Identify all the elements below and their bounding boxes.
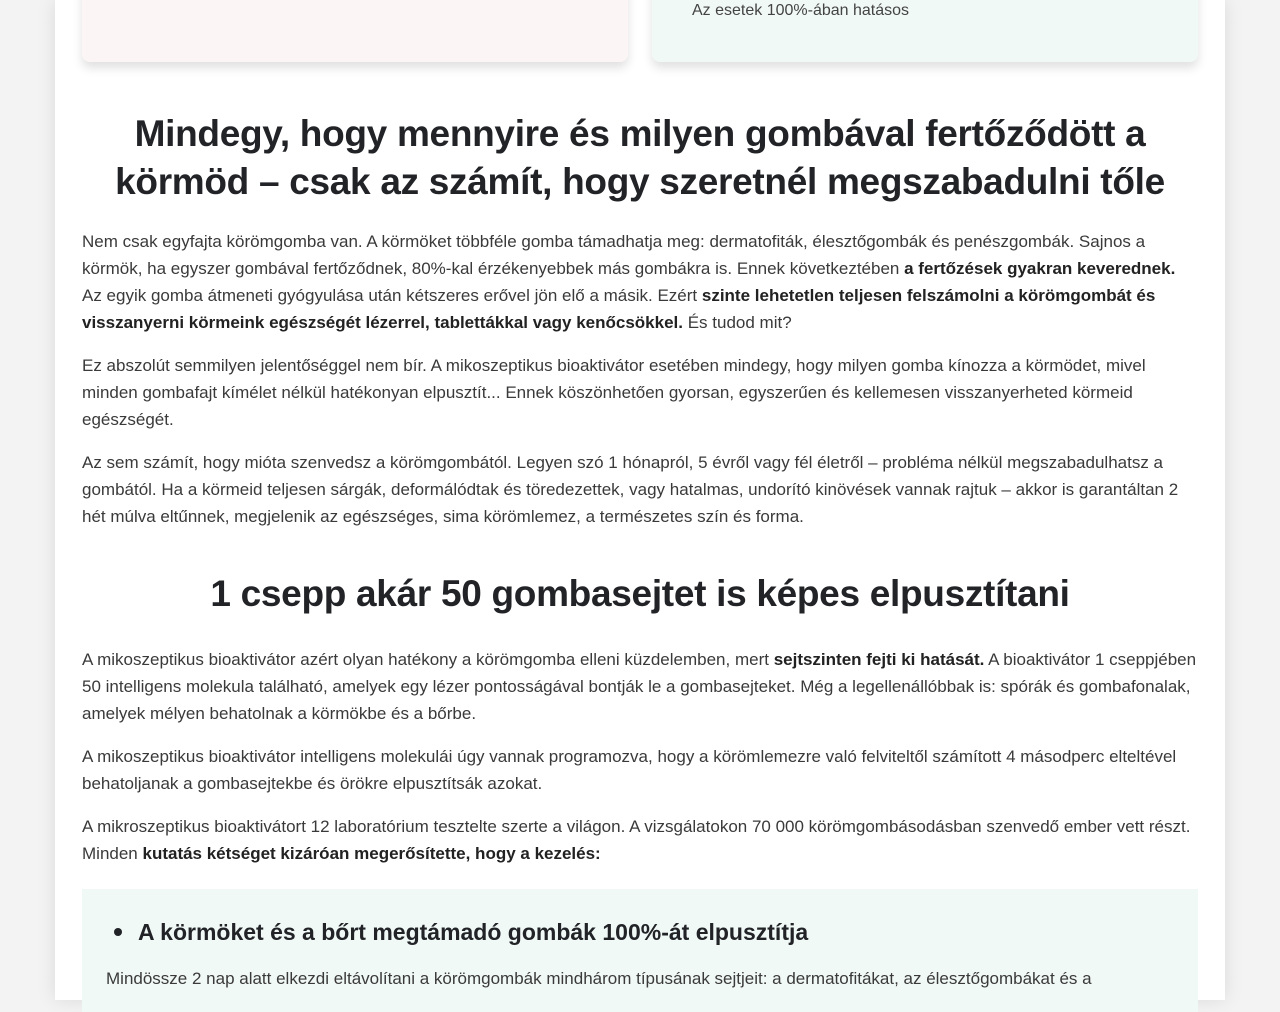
bold-text: szinte lehetetlen teljesen felszámolni a körömgombát és visszanyerni körmeink egészségét lézerrel, tablettákkal vagy kenőcsökkel. [82,286,1156,332]
text-run: Ez abszolút semmilyen jelentőséggel nem bír. A mikoszeptikus bioaktivátor esetében mindegy, hogy milyen gomba kínozza a körmödet, mivel minden gombafajt kímélet nélkül hatékonyan elpusztít... Ennek köszönhetően gyorsan, egyszerűen és kellemesen visszanyerheted körmeid egészségét. [82,356,1146,429]
text-run: A mikoszeptikus bioaktivátor intelligens molekulái úgy vannak programozva, hogy a körömlemezre való felviteltől számított 4 másodperc elteltével behatoljanak a gombasejtekbe és örökre elpusztítsák azokat. [82,747,1177,793]
bold-text: a fertőzések gyakran keverednek. [904,259,1176,278]
text-run: A mikroszeptikus bioaktivátort 12 laboratórium tesztelte szerte a világon. A vizsgálatokon 70 000 körömgombásodásban szenvedő ember vett részt. Minden [82,817,1191,863]
article-content [82,110,1198,1012]
paragraph [82,813,1198,867]
text-run: Nem csak egyfajta körömgomba van. A körmöket többféle gomba támadhatja meg: dermatofiták, élesztőgombák és penészgombák. Sajnos a körmök, ha egyszer gombával fertőződnek, 80%-kal érzékenyebbek más gombákra is. Ennek következtében [82,232,1146,278]
section1-body [82,228,1198,530]
section2-body [82,646,1198,867]
feature-card-left [82,0,628,62]
section-heading: Mindegy, hogy mennyire és milyen gombával fertőződött a körmöd – csak az számít, hogy szeretnél megszabadulni tőle [115,113,1165,202]
text-run: Az sem számít, hogy mióta szenvedsz a körömgombától. Legyen szó 1 hónapról, 5 évről vagy fél életről – probléma nélkül megszabadulhatsz a gombától. Ha a körmeid teljesen sárgák, deformálódtak és töredezettek, vagy hatalmas, undorító kinövések vannak rajtuk – akkor is garantáltan 2 hét múlva eltűnnek, megjelenik az egészséges, sima körömlemez, a természetes szín és forma. [82,453,1179,526]
text-run: A mikoszeptikus bioaktivátor azért olyan hatékony a körömgomba elleni küzdelemben, mert [82,650,774,669]
text-run: A bioaktivátor 1 cseppjében 50 intelligens molekula található, amelyek egy lézer pontosságával bontják le a gombasejteket. Még a legellenállóbbak is: spórák és gombafonalak, amelyek mélyen behatolnak a körmökbe és a bőrbe. [82,650,1197,723]
benefit-text: Mindössze 2 nap alatt elkezdi eltávolítani a körömgombák mindhárom típusának sejtjeit: a dermatofitákat, az élesztőgombákat és a [106,969,1092,988]
benefit-title [106,917,1174,947]
paragraph [82,743,1198,797]
feature-card-caption: Az esetek 100%-ában hatásos [692,2,910,19]
feature-cards [82,0,1198,62]
benefit-title-text: A körmöket és a bőrt megtámadó gombák 100%-át elpusztítja [138,919,809,945]
section-heading: 1 csepp akár 50 gombasejtet is képes elpusztítani [210,573,1070,614]
feature-card-right [652,0,1198,62]
bold-text: kutatás kétséget kizáróan megerősítette, hogy a kezelés: [142,844,601,863]
benefit-box [82,889,1198,1012]
text-run: És tudod mit? [682,313,792,332]
article-page [55,0,1225,1000]
bold-text: sejtszinten fejti ki hatását. [773,650,985,669]
text-run: Az egyik gomba átmeneti gyógyulása után kétszeres erővel jön elő a másik. Ezért [82,286,702,305]
bullet-icon [114,928,122,936]
paragraph [82,646,1198,727]
paragraph [82,228,1198,336]
paragraph [82,449,1198,530]
paragraph [82,352,1198,433]
